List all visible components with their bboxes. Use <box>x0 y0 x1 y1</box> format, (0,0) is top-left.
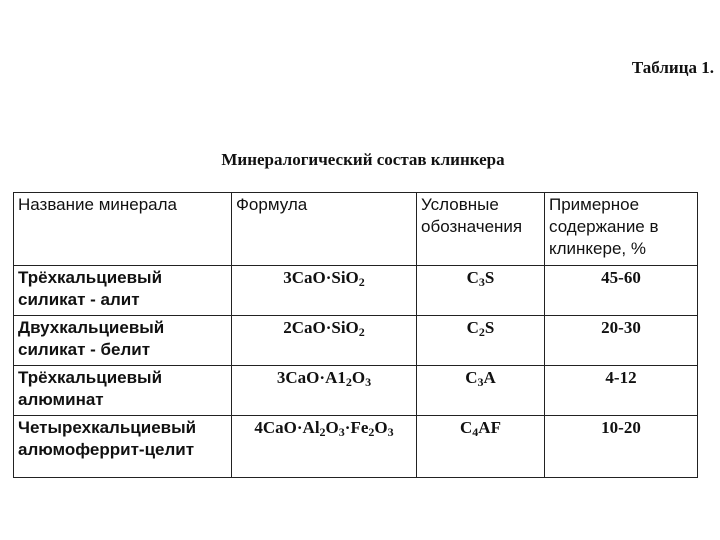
table-row <box>14 266 698 316</box>
mineral-symbol: $C_4AF$ <box>417 416 545 478</box>
table-row <box>14 316 698 366</box>
header-content: Примерное содержание в клинкере, % <box>545 193 698 266</box>
mineral-formula: 2CaO·SiO$_2$ <box>232 316 417 366</box>
table-row <box>14 366 698 416</box>
mineral-content: 4-12 <box>545 366 698 416</box>
mineral-symbol: $C_2S$ <box>417 316 545 366</box>
mineral-content: 45-60 <box>545 266 698 316</box>
mineral-name: Трёхкальциевый силикат - алит <box>14 266 232 316</box>
mineral-content: 10-20 <box>545 416 698 478</box>
mineral-name: Трёхкальциевый алюминат <box>14 366 232 416</box>
table-row <box>14 416 698 478</box>
mineral-symbol: $C_3A$ <box>417 366 545 416</box>
mineral-formula: 3CaO·SiO$_2$ <box>232 266 417 316</box>
header-mineral-name: Название минерала <box>14 193 232 266</box>
header-symbol: Условные обозначения <box>417 193 545 266</box>
mineral-composition-table <box>13 192 698 478</box>
header-formula: Формула <box>232 193 417 266</box>
mineral-symbol: $C_3S$ <box>417 266 545 316</box>
table-caption: Минералогический состав клинкера <box>221 150 505 169</box>
mineral-formula: $3CaO\cdot A1_2O_3$ <box>232 366 417 416</box>
table-header-row <box>14 193 698 266</box>
mineral-name: Четырехкальциевый алюмоферрит-целит <box>14 416 232 478</box>
mineral-formula: $4CaO\cdot Al_2O_3\cdot Fe_2O_3$ <box>232 416 417 478</box>
mineral-content: 20-30 <box>545 316 698 366</box>
mineral-name: Двухкальциевый силикат - белит <box>14 316 232 366</box>
table-number: Таблица 1. <box>631 58 714 77</box>
